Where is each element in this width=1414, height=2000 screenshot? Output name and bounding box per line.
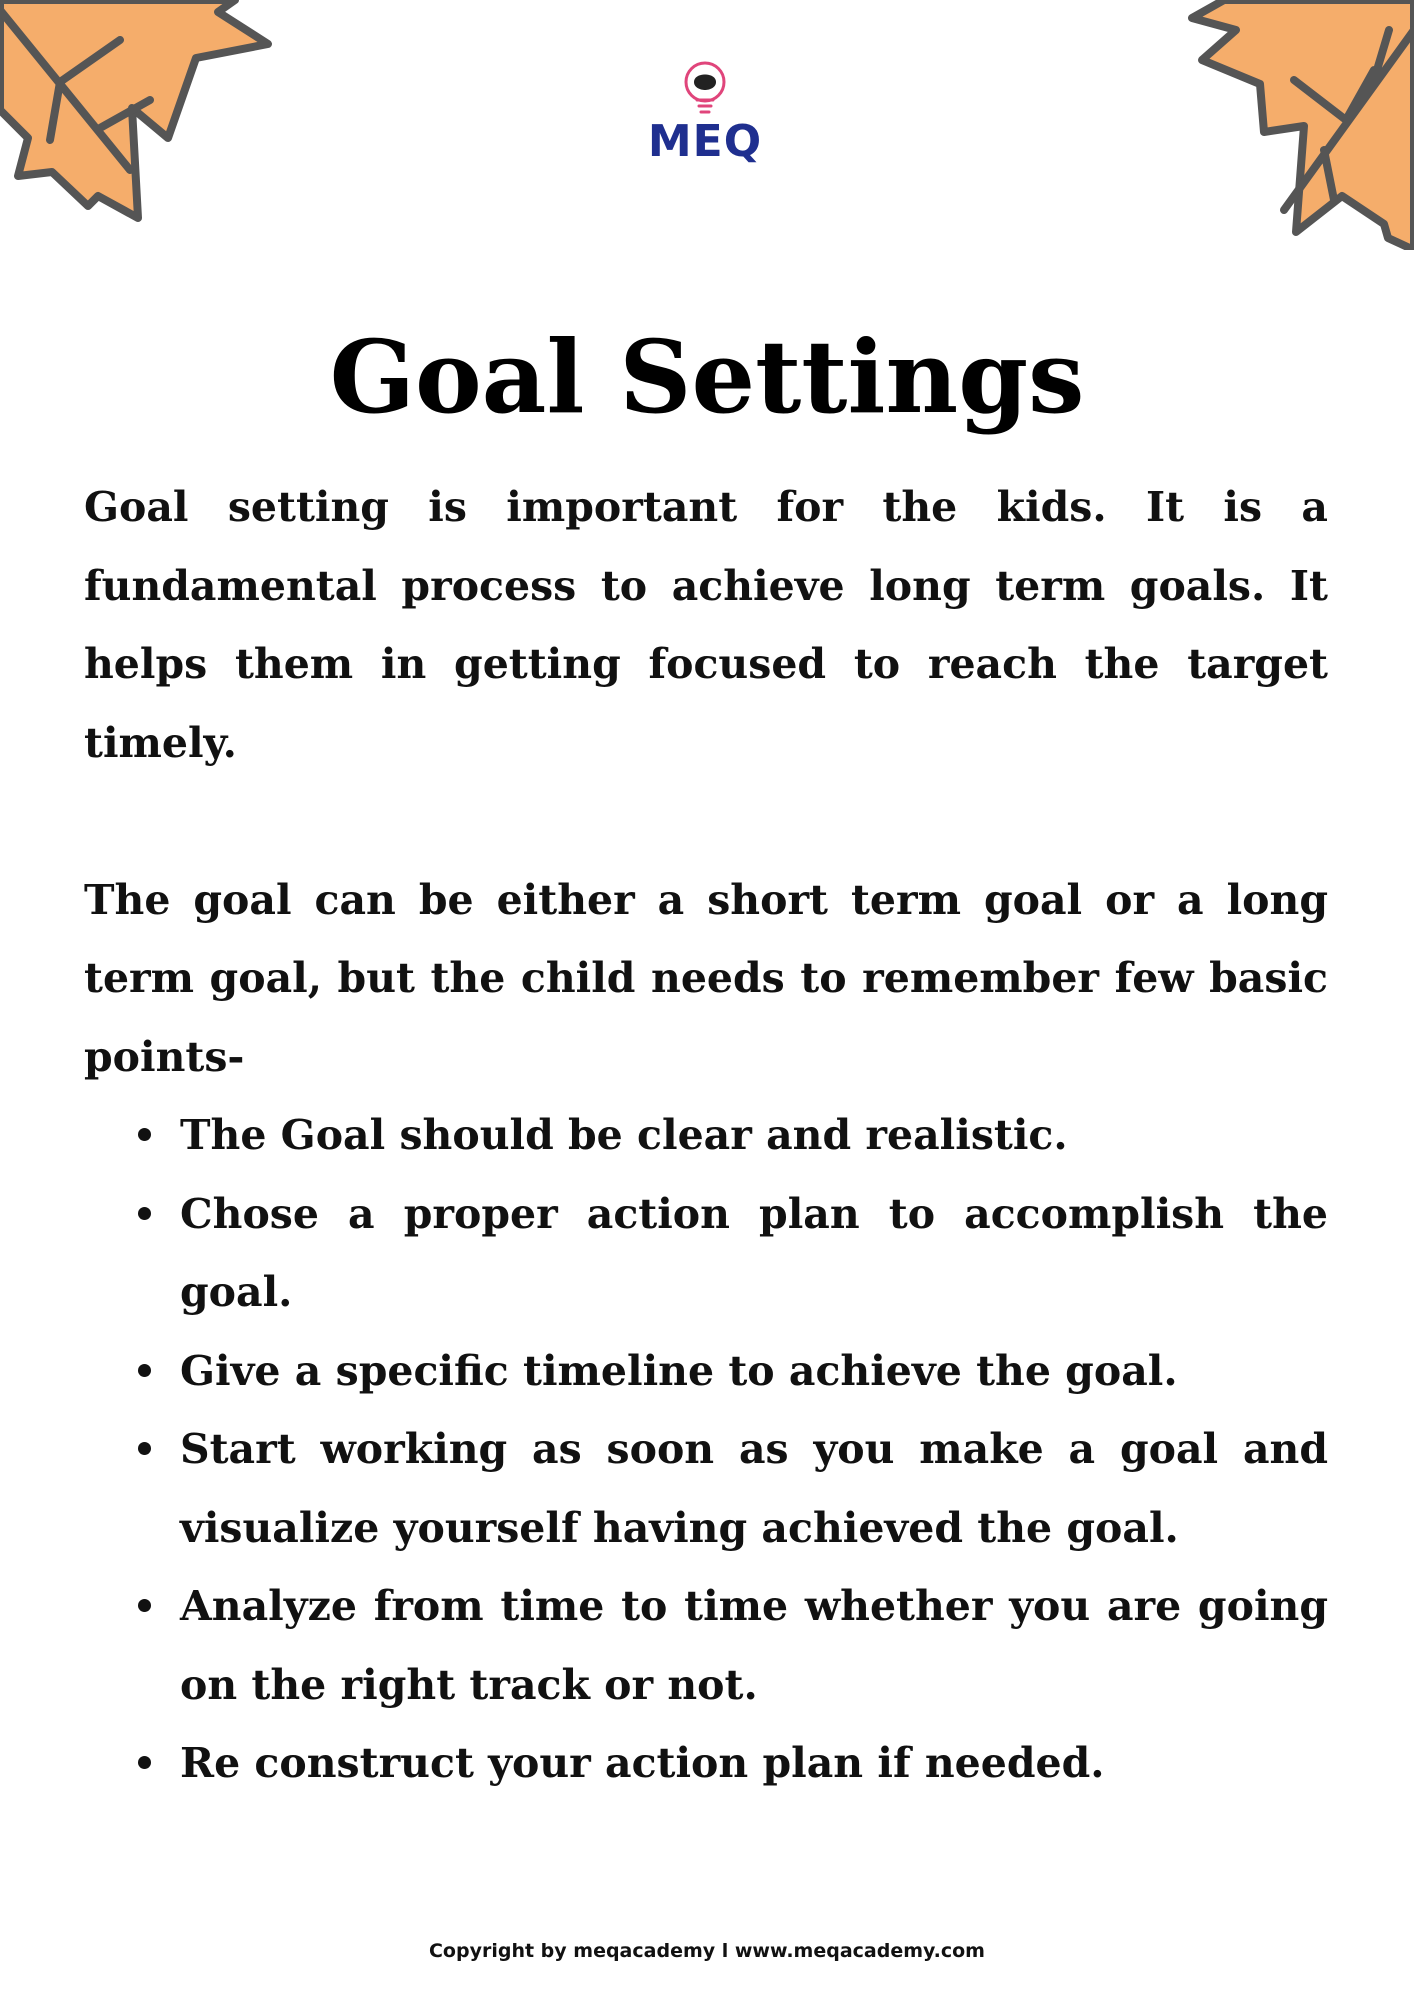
list-item xyxy=(84,1332,1328,1411)
intro-paragraph: Goal setting is important for the kids. It is a fundamental process to achieve long term goals. It helps them in getting focused to reach the target timely. xyxy=(84,483,1328,767)
maple-leaf-icon xyxy=(0,0,280,230)
list-item xyxy=(84,1410,1328,1567)
list-item xyxy=(84,1724,1328,1803)
list-item xyxy=(84,1567,1328,1724)
logo-wordmark: MEQ xyxy=(647,116,763,167)
bullet-icon xyxy=(138,1756,151,1769)
list-item-text: Chose a proper action plan to accomplish the goal. xyxy=(180,1189,1328,1316)
list-item-text: Start working as soon as you make a goal and visualize yourself having achieved the goal. xyxy=(180,1425,1328,1552)
maple-leaf-icon xyxy=(1084,0,1414,250)
bullet-icon xyxy=(138,1128,151,1141)
lead-in-paragraph: The goal can be either a short term goal or a long term goal, but the child needs to remember few basic points- xyxy=(84,875,1328,1081)
meq-logo xyxy=(630,60,780,170)
bullet-icon xyxy=(138,1599,151,1612)
lightbulb-brain-icon xyxy=(681,60,729,118)
list-item-text: Give a specific timeline to achieve the goal. xyxy=(180,1346,1178,1395)
list-item-text: Re construct your action plan if needed. xyxy=(180,1739,1105,1787)
list-item xyxy=(84,1096,1328,1175)
bullet-icon xyxy=(138,1442,151,1455)
key-points-list xyxy=(84,1096,1328,1803)
document-body xyxy=(84,468,1328,1803)
page-title: Goal Settings xyxy=(329,318,1085,436)
list-item-text: The Goal should be clear and realistic. xyxy=(180,1111,1068,1159)
bullet-icon xyxy=(138,1207,151,1220)
list-item xyxy=(84,1175,1328,1332)
bullet-icon xyxy=(138,1364,151,1377)
paragraph-spacer xyxy=(84,782,1328,861)
copyright-footer: Copyright by meqacademy l www.meqacademy.com xyxy=(428,1940,985,1962)
list-item-text: Analyze from time to time whether you are going on the right track or not. xyxy=(180,1582,1328,1709)
